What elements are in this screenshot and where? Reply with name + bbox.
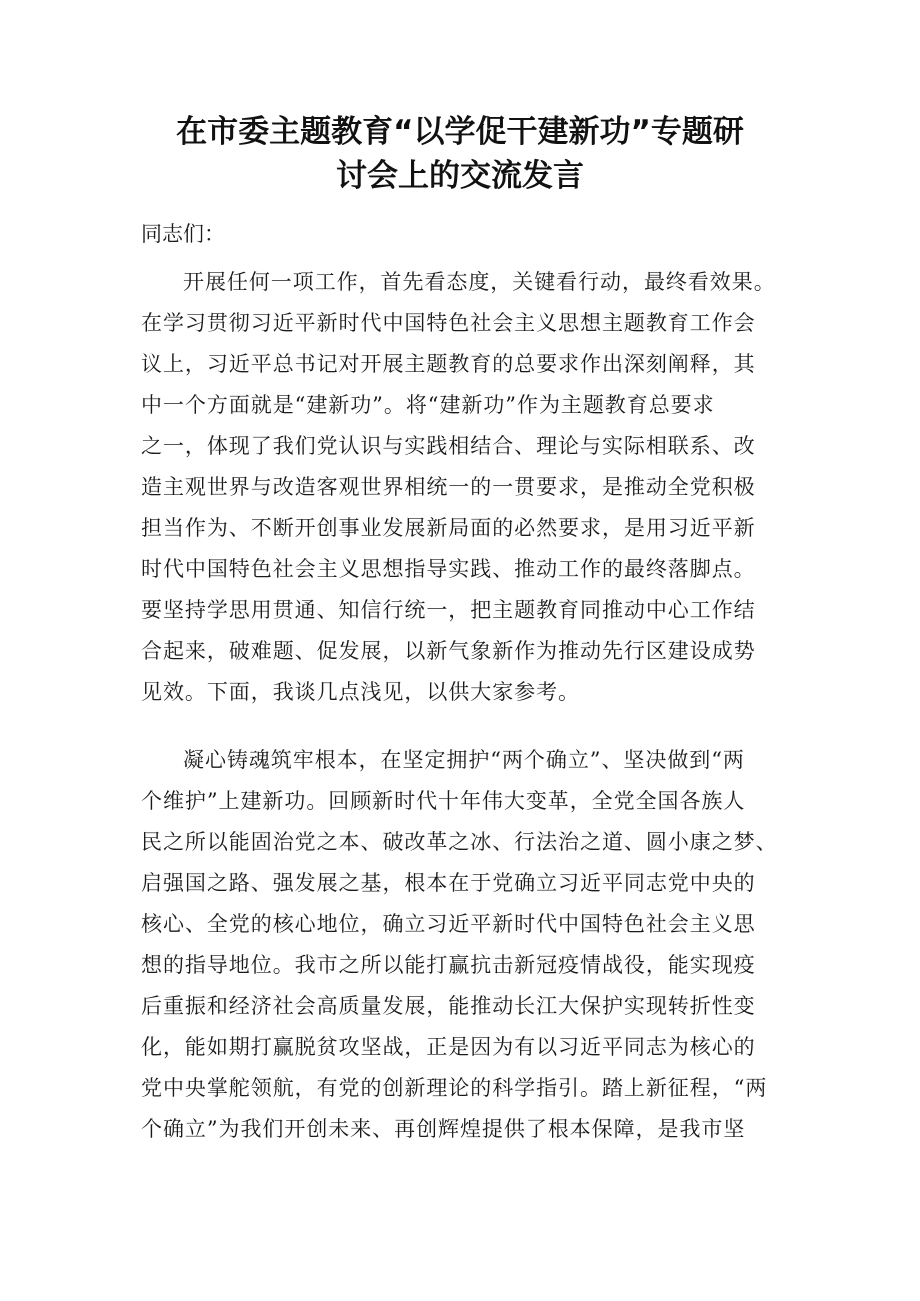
document-title-line-1: 在市委主题教育“以学促干建新功”专题研	[176, 114, 744, 150]
paragraph-line: 化，能如期打赢脱贫攻坚战，正是因为有以习近平同志为核心的	[141, 1035, 756, 1059]
paragraph-line: 党中央掌舵领航，有党的创新理论的科学指引。踏上新征程，“两	[141, 1076, 768, 1100]
paragraph-line: 凝心铸魂筑牢根本，在坚定拥护“两个确立”、坚决做到“两	[183, 748, 745, 772]
paragraph-line: 之一，体现了我们党认识与实践相结合、理论与实际相联系、改	[141, 434, 756, 458]
paragraph-line: 后重振和经济社会高质量发展，能推动长江大保护实现转折性变	[141, 994, 756, 1018]
paragraph-line: 见效。下面，我谈几点浅见，以供大家参考。	[141, 680, 580, 704]
paragraph-line: 开展任何一项工作，首先看态度，关键看行动，最终看效果。	[183, 270, 776, 294]
paragraph-line: 民之所以能固治党之本、破改革之冰、行法治之道、圆小康之梦、	[141, 830, 778, 854]
paragraph-line: 个确立”为我们开创未来、再创辉煌提供了根本保障，是我市坚	[141, 1117, 746, 1141]
greeting: 同志们：	[141, 222, 225, 246]
paragraph-line: 个维护”上建新功。回顾新时代十年伟大变革，全党全国各族人	[141, 789, 746, 813]
paragraph-line: 造主观世界与改造客观世界相统一的一贯要求，是推动全党积极	[141, 475, 756, 499]
paragraph-2	[141, 740, 801, 1150]
paragraph-line: 担当作为、不断开创事业发展新局面的必然要求，是用习近平新	[141, 516, 756, 540]
paragraph-line: 时代中国特色社会主义思想指导实践、推动工作的最终落脚点。	[141, 557, 756, 581]
paragraph-line: 中一个方面就是“建新功”。将“建新功”作为主题教育总要求	[141, 393, 715, 417]
paragraph-line: 在学习贯彻习近平新时代中国特色社会主义思想主题教育工作会	[141, 311, 756, 335]
paragraph-line: 要坚持学思用贯通、知信行统一，把主题教育同推动中心工作结	[141, 598, 756, 622]
document-title-line-2: 讨会上的交流发言	[336, 158, 584, 194]
paragraph-line: 想的指导地位。我市之所以能打赢抗击新冠疫情战役，能实现疫	[141, 953, 756, 977]
paragraph-line: 启强国之路、强发展之基，根本在于党确立习近平同志党中央的	[141, 871, 756, 895]
paragraph-line: 核心、全党的核心地位，确立习近平新时代中国特色社会主义思	[141, 912, 756, 936]
paragraph-line: 合起来，破难题、促发展，以新气象新作为推动先行区建设成势	[141, 639, 756, 663]
paragraph-1	[141, 262, 801, 713]
paragraph-line: 议上，习近平总书记对开展主题教育的总要求作出深刻阐释，其	[141, 352, 756, 376]
